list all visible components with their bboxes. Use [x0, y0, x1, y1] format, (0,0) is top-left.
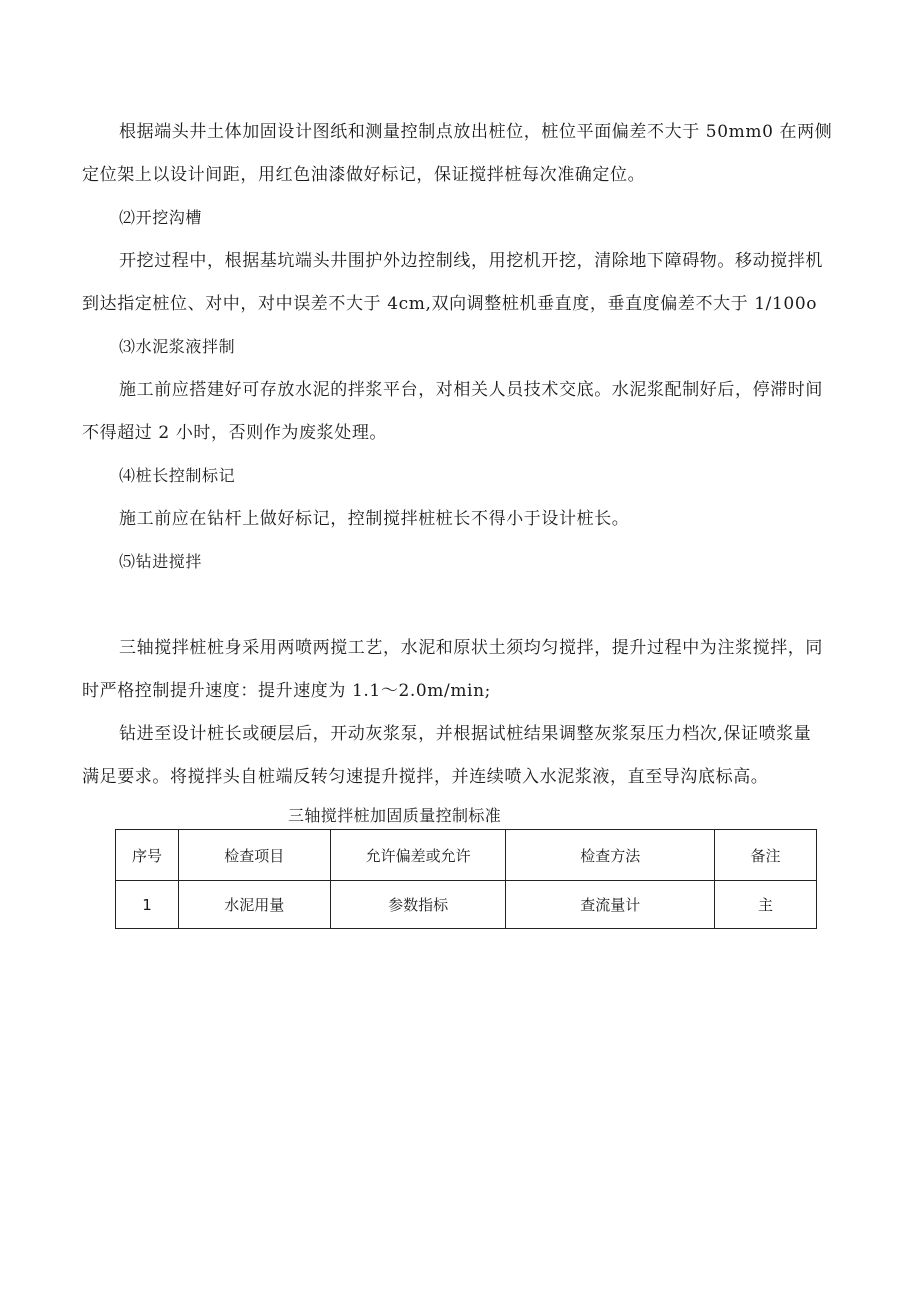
- header-inspection-item: 检查项目: [178, 830, 330, 881]
- paragraph-pile-length-line-1: 施工前应在钻杆上做好标记，控制搅拌桩桩长不得小于设计桩长。: [119, 509, 630, 529]
- paragraph-mixing-line-2: 时严格控制提升速度：提升速度为 1.1～2.0m/min;: [82, 681, 491, 701]
- heading-pile-length-marking: ⑷桩长控制标记: [119, 466, 236, 485]
- header-inspection-method: 检查方法: [506, 830, 715, 881]
- paragraph-stake-layout-line-1: 根据端头井土体加固设计图纸和测量控制点放出桩位，桩位平面偏差不大于 50mm0 在两侧: [119, 122, 833, 142]
- header-allowed-deviation: 允许偏差或允许: [330, 830, 506, 881]
- paragraph-slurry-line-2: 不得超过 2 小时，否则作为废浆处理。: [82, 423, 388, 443]
- table-header-row: [116, 830, 817, 881]
- header-serial-number: 序号: [116, 830, 179, 881]
- paragraph-grouting-line-1: 钻进至设计桩长或硬层后，开动灰浆泵，并根据试桩结果调整灰浆泵压力档次,保证喷浆量: [119, 724, 812, 744]
- table-row: [116, 881, 817, 929]
- cell-serial-number: 1: [116, 881, 179, 929]
- heading-drilling-mixing: ⑸钻进搅拌: [119, 552, 203, 571]
- paragraph-excavation-line-1: 开挖过程中，根据基坑端头井围护外边控制线，用挖机开挖，清除地下障碍物。移动搅拌机: [119, 251, 823, 271]
- paragraph-stake-layout-line-2: 定位架上以设计间距，用红色油漆做好标记，保证搅拌桩每次准确定位。: [82, 165, 646, 185]
- paragraph-slurry-line-1: 施工前应搭建好可存放水泥的拌浆平台，对相关人员技术交底。水泥浆配制好后，停滞时间: [119, 380, 823, 400]
- heading-cement-slurry-mixing: ⑶水泥浆液拌制: [119, 337, 236, 356]
- cell-inspection-item: 水泥用量: [178, 881, 330, 929]
- paragraph-excavation-line-2: 到达指定桩位、对中，对中误差不大于 4cm,双向调整桩机垂直度，垂直度偏差不大于 1/100o: [82, 294, 818, 314]
- cell-remarks: 主: [715, 881, 817, 929]
- table-caption: 三轴搅拌桩加固质量控制标准: [288, 806, 502, 825]
- paragraph-mixing-line-1: 三轴搅拌桩桩身采用两喷两搅工艺，水泥和原状土须均匀搅拌，提升过程中为注浆搅拌，同: [119, 638, 823, 658]
- paragraph-grouting-line-2: 满足要求。将搅拌头自桩端反转匀速提升搅拌，并连续喷入水泥浆液，直至导沟底标高。: [82, 767, 769, 787]
- header-remarks: 备注: [715, 830, 817, 881]
- quality-control-table: [115, 829, 817, 929]
- cell-allowed-deviation: 参数指标: [330, 881, 506, 929]
- cell-inspection-method: 查流量计: [506, 881, 715, 929]
- heading-trench-excavation: ⑵开挖沟槽: [119, 208, 203, 227]
